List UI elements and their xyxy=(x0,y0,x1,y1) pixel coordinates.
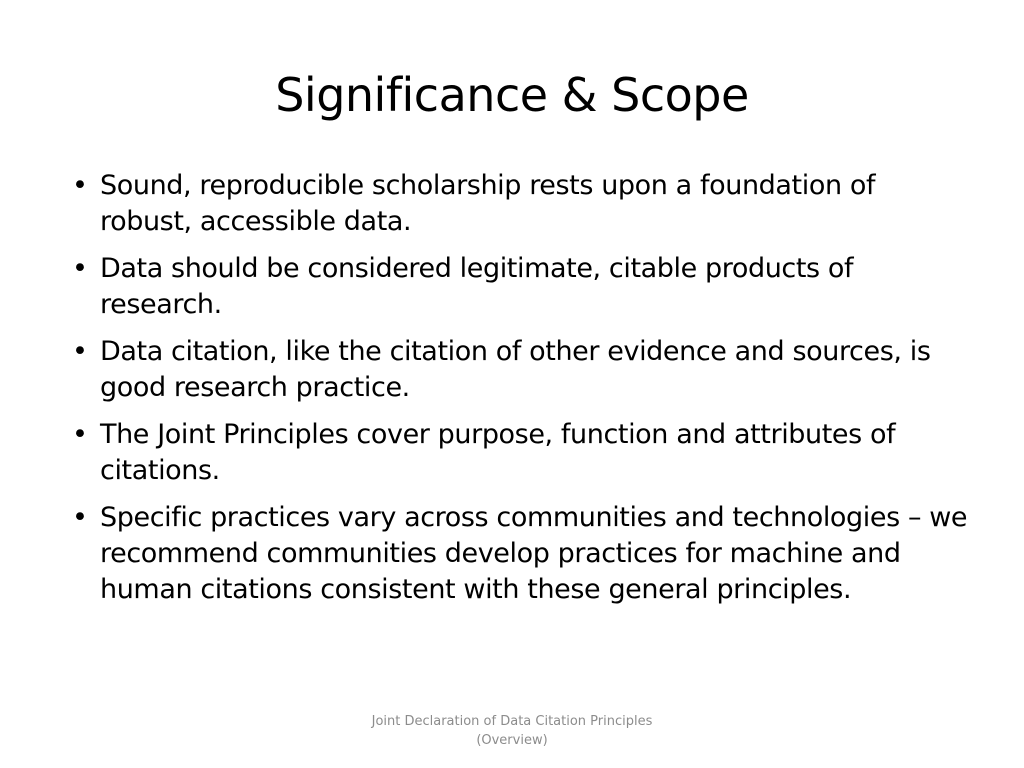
bullet-item xyxy=(72,251,972,323)
bullet-list xyxy=(72,168,972,619)
bullet-icon: • xyxy=(72,253,88,284)
footer-line-2: (Overview) xyxy=(476,733,548,748)
slide-footer xyxy=(312,712,712,750)
bullet-item xyxy=(72,334,972,406)
bullet-icon: • xyxy=(72,502,88,533)
bullet-icon: • xyxy=(72,170,88,201)
bullet-icon: • xyxy=(72,419,88,450)
bullet-item xyxy=(72,168,972,240)
bullet-text: Sound, reproducible scholarship rests upon a foundation of robust, accessible data. xyxy=(100,170,876,237)
bullet-text: The Joint Principles cover purpose, function and attributes of citations. xyxy=(100,419,896,486)
bullet-item xyxy=(72,500,972,608)
footer-line-1: Joint Declaration of Data Citation Principles xyxy=(371,714,653,729)
bullet-text: Data should be considered legitimate, citable products of research. xyxy=(100,253,854,320)
bullet-text: Specific practices vary across communities and technologies – we recommend communities develop practices for machine and human citations consistent with these general principles. xyxy=(100,502,968,605)
bullet-text: Data citation, like the citation of other evidence and sources, is good research practice. xyxy=(100,336,931,403)
bullet-item xyxy=(72,417,972,489)
slide-title: Significance & Scope xyxy=(275,68,749,122)
bullet-icon: • xyxy=(72,336,88,367)
